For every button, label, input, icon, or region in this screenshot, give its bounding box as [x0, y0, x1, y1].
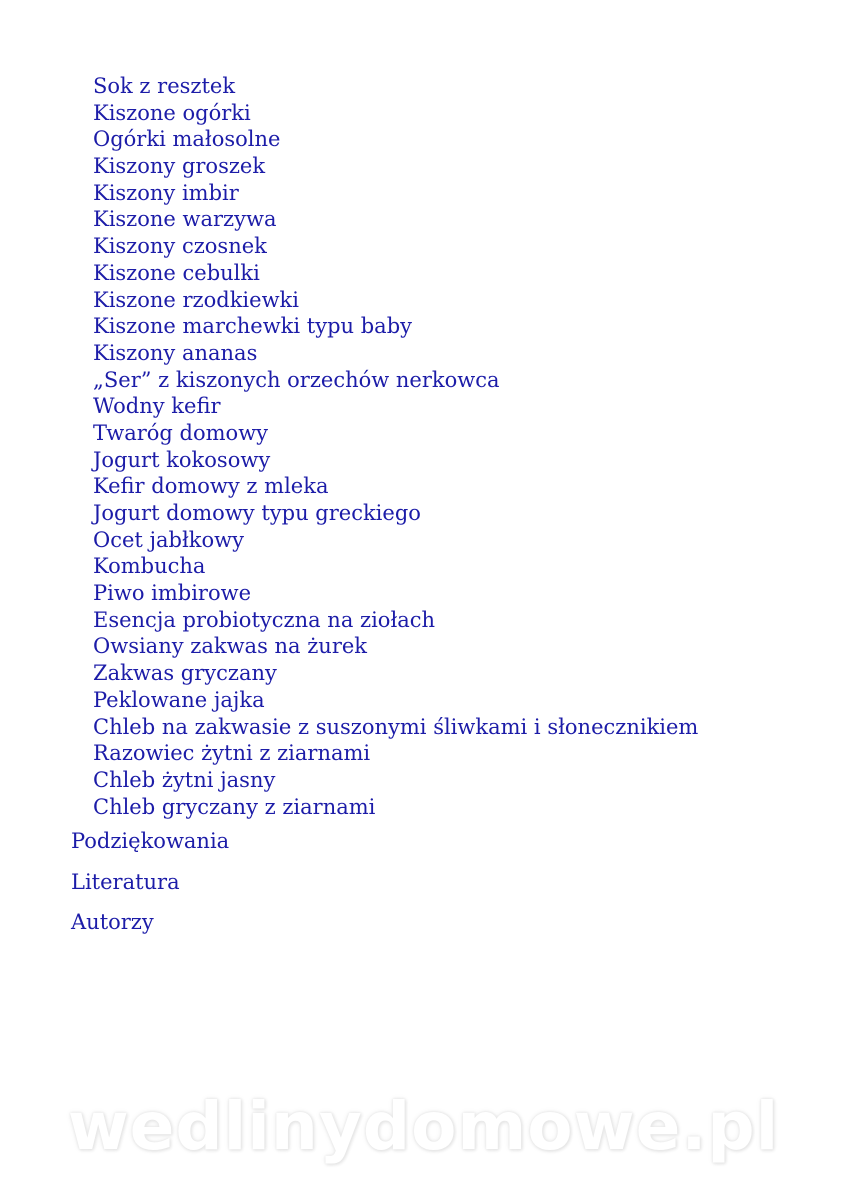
- toc-link[interactable]: Kiszony groszek: [93, 154, 266, 179]
- toc-link[interactable]: Chleb na zakwasie z suszonymi śliwkami i słonecznikiem: [93, 714, 699, 739]
- toc-link[interactable]: Kefir domowy z mleka: [93, 474, 329, 499]
- toc-link[interactable]: Jogurt domowy typu greckiego: [93, 501, 421, 525]
- toc-link[interactable]: Kiszony ananas: [93, 340, 258, 365]
- toc-link[interactable]: Esencja probiotyczna na ziołach: [93, 607, 436, 632]
- toc-link[interactable]: Chleb żytni jasny: [93, 767, 276, 792]
- toc-link[interactable]: „Ser” z kiszonych orzechów nerkowca: [93, 367, 500, 392]
- toc-link[interactable]: Razowiec żytni z ziarnami: [93, 741, 371, 766]
- toc-link[interactable]: Sok z resztek: [93, 74, 236, 98]
- toc-sub-list: [0, 73, 847, 820]
- toc-link[interactable]: Ogórki małosolne: [93, 127, 281, 152]
- toc-link[interactable]: Peklowane jajka: [93, 687, 265, 712]
- toc-link[interactable]: Kiszony imbir: [93, 180, 239, 205]
- toc-link[interactable]: Zakwas gryczany: [93, 661, 277, 686]
- toc-link[interactable]: Owsiany zakwas na żurek: [93, 634, 368, 659]
- toc-link-literature[interactable]: Literatura: [71, 869, 180, 894]
- toc-link[interactable]: Kombucha: [93, 554, 206, 579]
- toc-link[interactable]: Chleb gryczany z ziarnami: [93, 794, 376, 819]
- toc-link[interactable]: Twaróg domowy: [93, 420, 269, 445]
- toc-link[interactable]: Kiszone warzywa: [93, 207, 277, 232]
- watermark: wedlinydomowe.pl: [67, 1088, 780, 1165]
- toc-link[interactable]: Wodny kefir: [93, 394, 221, 419]
- toc-link[interactable]: Kiszone rzodkiewki: [93, 287, 299, 312]
- toc-link[interactable]: Kiszony czosnek: [93, 234, 267, 259]
- toc-link[interactable]: Ocet jabłkowy: [93, 527, 245, 552]
- toc-link-acknowledgements[interactable]: Podziękowania: [71, 829, 230, 854]
- toc-link-authors[interactable]: Autorzy: [71, 910, 154, 935]
- toc-link[interactable]: Jogurt kokosowy: [93, 447, 271, 472]
- toc-link[interactable]: Kiszone cebulki: [93, 260, 260, 285]
- toc-link[interactable]: Kiszone ogórki: [93, 100, 251, 125]
- toc-link[interactable]: Piwo imbirowe: [93, 581, 252, 606]
- toc-top-list: [0, 828, 847, 935]
- toc-link[interactable]: Kiszone marchewki typu baby: [93, 314, 413, 339]
- table-of-contents: [0, 73, 847, 950]
